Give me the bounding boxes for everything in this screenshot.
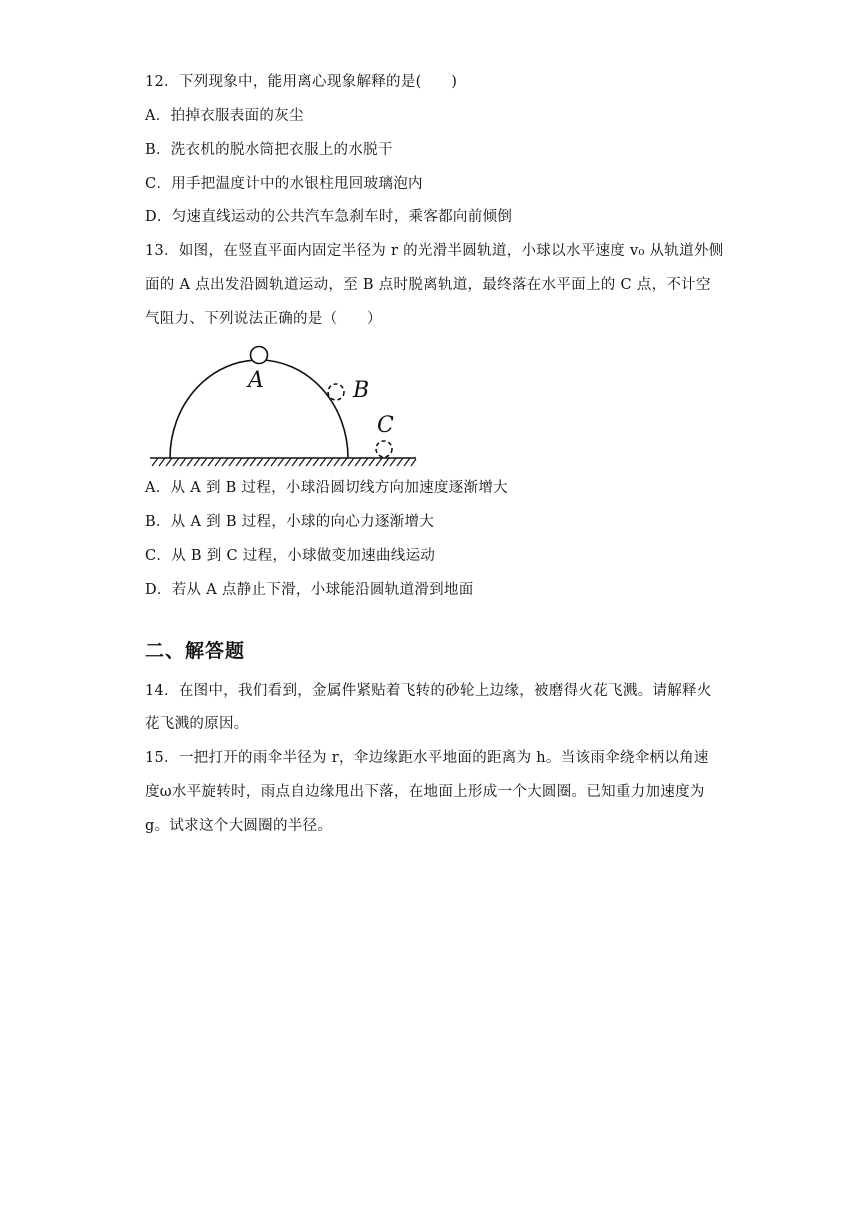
q13-option-d: D．若从 A 点静止下滑，小球能沿圆轨道滑到地面 <box>145 582 474 598</box>
q12-option-c: C．用手把温度计中的水银柱甩回玻璃泡内 <box>145 176 423 192</box>
q14-line-1: 14．在图中，我们看到，金属件紧贴着飞转的砂轮上边缘，被磨得火花飞溅。请解释火 <box>145 683 712 699</box>
ground-hatching <box>152 458 416 466</box>
ball-a <box>251 347 268 364</box>
q15-line-1: 15．一把打开的雨伞半径为 r，伞边缘距水平地面的距离为 h。当该雨伞绕伞柄以角速 <box>145 750 709 766</box>
q12-option-b: B．洗衣机的脱水筒把衣服上的水脱干 <box>145 142 393 158</box>
label-c: C <box>377 413 394 438</box>
q15-line-2: 度ω水平旋转时，雨点自边缘甩出下落，在地面上形成一个大圆圈。已知重力加速度为 <box>145 784 705 800</box>
ball-c <box>376 441 392 457</box>
q13-option-c: C．从 B 到 C 过程，小球做变加速曲线运动 <box>145 548 436 564</box>
q12-stem: 12．下列现象中，能用离心现象解释的是( ) <box>145 74 458 90</box>
q12-option-d: D．匀速直线运动的公共汽车急刹车时，乘客都向前倾倒 <box>145 209 513 225</box>
q13-option-a: A．从 A 到 B 过程，小球沿圆切线方向加速度逐渐增大 <box>145 480 508 496</box>
q13-stem-line-3: 气阻力、下列说法正确的是（ ） <box>145 311 382 327</box>
q12-option-a: A．拍掉衣服表面的灰尘 <box>145 108 304 124</box>
q14-line-2: 花飞溅的原因。 <box>145 716 249 732</box>
track-figure <box>148 340 420 470</box>
label-b: B <box>353 378 370 403</box>
q13-stem-line-2: 面的 A 点出发沿圆轨道运动，至 B 点时脱离轨道，最终落在水平面上的 C 点，不计空 <box>145 277 711 293</box>
q13-stem-line-1: 13．如图，在竖直平面内固定半径为 r 的光滑半圆轨道，小球以水平速度 v₀ 从轨道外侧 <box>145 243 724 259</box>
q15-line-3: g。试求这个大圆圈的半径。 <box>145 818 333 834</box>
label-a: A <box>248 368 264 393</box>
section-heading: 二、解答题 <box>145 640 246 662</box>
q13-option-b: B．从 A 到 B 过程，小球的向心力逐渐增大 <box>145 514 435 530</box>
ball-b <box>328 384 344 400</box>
